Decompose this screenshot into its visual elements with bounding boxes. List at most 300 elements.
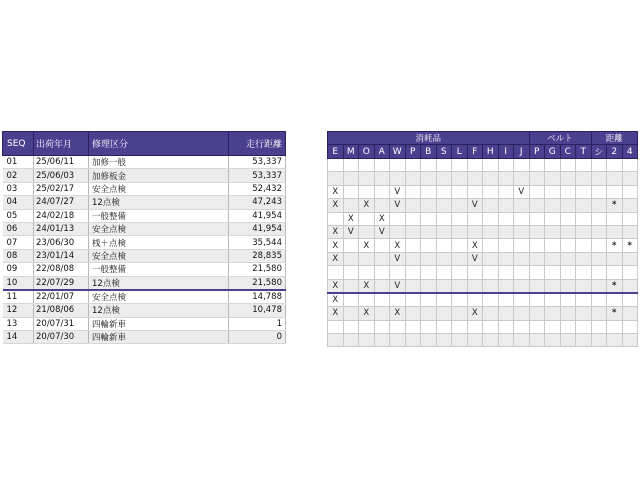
mark-cell bbox=[390, 320, 406, 333]
mark-cell bbox=[576, 199, 592, 212]
mark-cell bbox=[343, 159, 359, 172]
cell-km: 21,580 bbox=[229, 263, 286, 276]
mark-cell bbox=[483, 279, 499, 293]
mark-cell bbox=[452, 172, 468, 185]
mark-cell bbox=[622, 293, 638, 307]
mark-cell bbox=[421, 307, 437, 320]
subheader-cell: M bbox=[343, 145, 359, 159]
mark-cell bbox=[343, 320, 359, 333]
mark-cell bbox=[343, 252, 359, 265]
mark-cell bbox=[328, 212, 344, 225]
mark-cell bbox=[436, 159, 452, 172]
cell-date: 24/01/13 bbox=[34, 222, 89, 235]
mark-cell bbox=[498, 279, 514, 293]
mark-cell bbox=[576, 159, 592, 172]
mark-cell bbox=[359, 185, 375, 198]
mark-cell bbox=[483, 293, 499, 307]
mark-cell bbox=[359, 252, 375, 265]
mark-cell bbox=[514, 279, 530, 293]
mark-cell bbox=[483, 334, 499, 347]
table-row bbox=[328, 239, 638, 252]
cell-type: 四輪新車 bbox=[89, 317, 229, 330]
mark-cell bbox=[498, 293, 514, 307]
mark-cell bbox=[374, 199, 390, 212]
mark-cell: V bbox=[374, 225, 390, 238]
mark-cell bbox=[374, 185, 390, 198]
mark-cell bbox=[622, 225, 638, 238]
mark-cell bbox=[529, 239, 545, 252]
mark-cell bbox=[529, 279, 545, 293]
mark-cell: X bbox=[328, 239, 344, 252]
mark-cell bbox=[560, 252, 576, 265]
mark-cell bbox=[529, 172, 545, 185]
mark-cell bbox=[436, 320, 452, 333]
mark-cell bbox=[421, 199, 437, 212]
subheader-cell: シ bbox=[591, 145, 607, 159]
mark-cell bbox=[576, 225, 592, 238]
mark-cell: X bbox=[328, 199, 344, 212]
mark-cell bbox=[452, 252, 468, 265]
mark-cell bbox=[436, 266, 452, 279]
mark-cell bbox=[374, 239, 390, 252]
cell-type: 安全点検 bbox=[89, 249, 229, 262]
cell-date: 25/06/03 bbox=[34, 169, 89, 182]
cell-type: 加修板金 bbox=[89, 169, 229, 182]
table-row[interactable] bbox=[3, 276, 286, 290]
mark-cell bbox=[498, 334, 514, 347]
subheader-cell: G bbox=[545, 145, 561, 159]
mark-cell bbox=[467, 225, 483, 238]
mark-cell bbox=[374, 334, 390, 347]
mark-cell bbox=[514, 320, 530, 333]
mark-cell: X bbox=[359, 199, 375, 212]
mark-cell bbox=[498, 307, 514, 320]
mark-cell bbox=[591, 212, 607, 225]
mark-cell bbox=[607, 334, 623, 347]
mark-cell bbox=[452, 266, 468, 279]
mark-cell bbox=[560, 159, 576, 172]
mark-cell bbox=[436, 252, 452, 265]
cell-date: 21/08/06 bbox=[34, 304, 89, 317]
table-row[interactable] bbox=[3, 236, 286, 249]
table-row bbox=[328, 279, 638, 293]
cell-date: 20/07/31 bbox=[34, 317, 89, 330]
mark-cell bbox=[591, 159, 607, 172]
mark-cell bbox=[576, 307, 592, 320]
table-row bbox=[328, 212, 638, 225]
mark-cell bbox=[343, 239, 359, 252]
table-row[interactable] bbox=[3, 182, 286, 195]
mark-cell bbox=[452, 199, 468, 212]
parts-subheader-row bbox=[328, 145, 638, 159]
mark-cell bbox=[436, 212, 452, 225]
mark-cell bbox=[467, 159, 483, 172]
cell-seq: 12 bbox=[3, 304, 34, 317]
mark-cell bbox=[483, 185, 499, 198]
mark-cell bbox=[405, 239, 421, 252]
cell-date: 22/08/08 bbox=[34, 263, 89, 276]
mark-cell bbox=[622, 279, 638, 293]
mark-cell bbox=[483, 159, 499, 172]
mark-cell bbox=[514, 266, 530, 279]
table-row[interactable] bbox=[3, 196, 286, 209]
mark-cell bbox=[421, 293, 437, 307]
mark-cell bbox=[529, 320, 545, 333]
mark-cell bbox=[514, 225, 530, 238]
cell-km: 41,954 bbox=[229, 209, 286, 222]
mark-cell bbox=[328, 172, 344, 185]
mark-cell bbox=[343, 172, 359, 185]
cell-km: 53,337 bbox=[229, 156, 286, 169]
mark-cell bbox=[545, 159, 561, 172]
mark-cell bbox=[390, 293, 406, 307]
mark-cell bbox=[374, 293, 390, 307]
header-mileage: 走行距離 bbox=[229, 132, 286, 156]
mark-cell bbox=[560, 212, 576, 225]
mark-cell bbox=[607, 185, 623, 198]
mark-cell bbox=[498, 185, 514, 198]
mark-cell bbox=[607, 266, 623, 279]
mark-cell bbox=[607, 172, 623, 185]
cell-km: 47,243 bbox=[229, 196, 286, 209]
mark-cell: V bbox=[514, 185, 530, 198]
cell-type: 一般整備 bbox=[89, 263, 229, 276]
table-row[interactable] bbox=[3, 222, 286, 235]
mark-cell bbox=[622, 320, 638, 333]
mark-cell bbox=[452, 307, 468, 320]
mark-cell bbox=[374, 172, 390, 185]
mark-cell bbox=[421, 279, 437, 293]
mark-cell bbox=[514, 252, 530, 265]
mark-cell bbox=[405, 266, 421, 279]
mark-cell bbox=[405, 293, 421, 307]
mark-cell bbox=[545, 185, 561, 198]
mark-cell bbox=[591, 334, 607, 347]
mark-cell bbox=[467, 320, 483, 333]
mark-cell bbox=[607, 320, 623, 333]
mark-cell: * bbox=[607, 279, 623, 293]
mark-cell bbox=[560, 334, 576, 347]
mark-cell bbox=[576, 334, 592, 347]
mark-cell: V bbox=[390, 185, 406, 198]
table-row[interactable] bbox=[3, 317, 286, 330]
mark-cell bbox=[359, 293, 375, 307]
mark-cell bbox=[498, 159, 514, 172]
subheader-cell: H bbox=[483, 145, 499, 159]
mark-cell bbox=[529, 225, 545, 238]
mark-cell bbox=[421, 225, 437, 238]
mark-cell bbox=[436, 307, 452, 320]
mark-cell bbox=[591, 185, 607, 198]
mark-cell bbox=[343, 307, 359, 320]
mark-cell bbox=[483, 225, 499, 238]
table-row bbox=[328, 252, 638, 265]
mark-cell bbox=[405, 199, 421, 212]
table-row bbox=[328, 266, 638, 279]
mark-cell bbox=[452, 293, 468, 307]
mark-cell bbox=[421, 212, 437, 225]
mark-cell bbox=[343, 199, 359, 212]
cell-date: 25/02/17 bbox=[34, 182, 89, 195]
header-seq: SEQ bbox=[3, 132, 34, 156]
mark-cell bbox=[374, 252, 390, 265]
cell-seq: 01 bbox=[3, 156, 34, 169]
table-row[interactable] bbox=[3, 209, 286, 222]
mark-cell bbox=[560, 225, 576, 238]
cell-type: 安全点検 bbox=[89, 182, 229, 195]
table-row bbox=[328, 225, 638, 238]
mark-cell bbox=[607, 293, 623, 307]
cell-seq: 06 bbox=[3, 222, 34, 235]
mark-cell bbox=[622, 199, 638, 212]
mark-cell bbox=[359, 225, 375, 238]
mark-cell bbox=[545, 334, 561, 347]
mark-cell bbox=[607, 225, 623, 238]
mark-cell bbox=[607, 252, 623, 265]
mark-cell bbox=[343, 293, 359, 307]
table-row bbox=[328, 185, 638, 198]
mark-cell bbox=[576, 212, 592, 225]
cell-seq: 10 bbox=[3, 276, 34, 290]
cell-type: 四輪新車 bbox=[89, 331, 229, 344]
mark-cell bbox=[560, 199, 576, 212]
mark-cell: X bbox=[374, 212, 390, 225]
mark-cell: V bbox=[467, 252, 483, 265]
header-repair-type: 修理区分 bbox=[89, 132, 229, 156]
mark-cell bbox=[405, 212, 421, 225]
mark-cell bbox=[343, 334, 359, 347]
subheader-cell: I bbox=[498, 145, 514, 159]
mark-cell bbox=[483, 307, 499, 320]
mark-cell bbox=[436, 199, 452, 212]
table-row[interactable] bbox=[3, 156, 286, 169]
mark-cell: V bbox=[343, 225, 359, 238]
mark-cell bbox=[483, 239, 499, 252]
cell-km: 1 bbox=[229, 317, 286, 330]
mark-cell bbox=[483, 252, 499, 265]
mark-cell: X bbox=[359, 279, 375, 293]
table-row[interactable] bbox=[3, 331, 286, 344]
mark-cell bbox=[622, 334, 638, 347]
mark-cell bbox=[374, 279, 390, 293]
table-row bbox=[328, 293, 638, 307]
mark-cell bbox=[343, 185, 359, 198]
mark-cell: X bbox=[328, 307, 344, 320]
mark-cell bbox=[374, 266, 390, 279]
mark-cell bbox=[436, 239, 452, 252]
mark-cell bbox=[560, 239, 576, 252]
mark-cell bbox=[359, 212, 375, 225]
mark-cell bbox=[436, 334, 452, 347]
subheader-cell: A bbox=[374, 145, 390, 159]
mark-cell: X bbox=[328, 252, 344, 265]
mark-cell bbox=[452, 159, 468, 172]
header-date: 出荷年月 bbox=[34, 132, 89, 156]
mark-cell: X bbox=[343, 212, 359, 225]
subheader-cell: 2 bbox=[607, 145, 623, 159]
mark-cell bbox=[452, 212, 468, 225]
cell-type: 安全点検 bbox=[89, 290, 229, 304]
mark-cell bbox=[529, 252, 545, 265]
mark-cell bbox=[405, 225, 421, 238]
group-header: 距離 bbox=[591, 132, 638, 145]
mark-cell bbox=[405, 159, 421, 172]
mark-cell bbox=[529, 307, 545, 320]
mark-cell: X bbox=[467, 239, 483, 252]
cell-type: 安全点検 bbox=[89, 222, 229, 235]
parts-group-row bbox=[328, 132, 638, 145]
mark-cell bbox=[421, 334, 437, 347]
subheader-cell: J bbox=[514, 145, 530, 159]
mark-cell bbox=[498, 172, 514, 185]
mark-cell: X bbox=[328, 225, 344, 238]
mark-cell bbox=[576, 293, 592, 307]
mark-cell bbox=[622, 212, 638, 225]
mark-cell bbox=[560, 307, 576, 320]
mark-cell: * bbox=[607, 199, 623, 212]
subheader-cell: T bbox=[576, 145, 592, 159]
subheader-cell: W bbox=[390, 145, 406, 159]
mark-cell bbox=[436, 185, 452, 198]
mark-cell bbox=[467, 212, 483, 225]
parts-table bbox=[327, 131, 638, 347]
mark-cell bbox=[452, 225, 468, 238]
mark-cell bbox=[560, 279, 576, 293]
mark-cell bbox=[483, 320, 499, 333]
mark-cell: X bbox=[359, 307, 375, 320]
cell-seq: 13 bbox=[3, 317, 34, 330]
table-row[interactable] bbox=[3, 169, 286, 182]
mark-cell bbox=[483, 172, 499, 185]
mark-cell bbox=[390, 159, 406, 172]
mark-cell bbox=[390, 212, 406, 225]
mark-cell bbox=[591, 172, 607, 185]
mark-cell bbox=[622, 252, 638, 265]
subheader-cell: C bbox=[560, 145, 576, 159]
cell-seq: 03 bbox=[3, 182, 34, 195]
mark-cell: X bbox=[328, 293, 344, 307]
mark-cell bbox=[545, 266, 561, 279]
mark-cell: X bbox=[328, 279, 344, 293]
mark-cell bbox=[498, 252, 514, 265]
table-row[interactable] bbox=[3, 304, 286, 317]
mark-cell bbox=[591, 239, 607, 252]
mark-cell bbox=[622, 266, 638, 279]
mark-cell bbox=[529, 266, 545, 279]
mark-cell bbox=[591, 320, 607, 333]
cell-seq: 05 bbox=[3, 209, 34, 222]
cell-km: 0 bbox=[229, 331, 286, 344]
mark-cell bbox=[591, 307, 607, 320]
mark-cell: X bbox=[390, 307, 406, 320]
mark-cell bbox=[421, 252, 437, 265]
mark-cell bbox=[576, 252, 592, 265]
mark-cell bbox=[560, 293, 576, 307]
mark-cell bbox=[622, 172, 638, 185]
mark-cell bbox=[545, 225, 561, 238]
table-row bbox=[328, 307, 638, 320]
mark-cell bbox=[545, 199, 561, 212]
cell-seq: 04 bbox=[3, 196, 34, 209]
mark-cell bbox=[607, 159, 623, 172]
subheader-cell: S bbox=[436, 145, 452, 159]
mark-cell bbox=[328, 334, 344, 347]
table-row bbox=[328, 199, 638, 212]
mark-cell bbox=[545, 307, 561, 320]
mark-cell bbox=[498, 225, 514, 238]
mark-cell: X bbox=[328, 185, 344, 198]
mark-cell bbox=[452, 320, 468, 333]
cell-date: 23/01/14 bbox=[34, 249, 89, 262]
subheader-cell: O bbox=[359, 145, 375, 159]
history-table bbox=[2, 131, 286, 344]
mark-cell bbox=[359, 334, 375, 347]
subheader-cell: F bbox=[467, 145, 483, 159]
mark-cell bbox=[514, 334, 530, 347]
mark-cell: V bbox=[390, 199, 406, 212]
mark-cell bbox=[529, 185, 545, 198]
cell-km: 53,337 bbox=[229, 169, 286, 182]
cell-km: 10,478 bbox=[229, 304, 286, 317]
mark-cell bbox=[514, 307, 530, 320]
history-header-row bbox=[3, 132, 286, 156]
mark-cell bbox=[576, 239, 592, 252]
cell-km: 14,788 bbox=[229, 290, 286, 304]
mark-cell bbox=[467, 172, 483, 185]
mark-cell bbox=[436, 172, 452, 185]
table-row[interactable] bbox=[3, 249, 286, 262]
mark-cell bbox=[452, 239, 468, 252]
table-row[interactable] bbox=[3, 290, 286, 304]
mark-cell: X bbox=[467, 307, 483, 320]
mark-cell bbox=[545, 212, 561, 225]
mark-cell bbox=[622, 185, 638, 198]
mark-cell bbox=[498, 212, 514, 225]
mark-cell bbox=[421, 185, 437, 198]
mark-cell bbox=[483, 212, 499, 225]
cell-type: 加修一般 bbox=[89, 156, 229, 169]
mark-cell bbox=[421, 320, 437, 333]
mark-cell bbox=[560, 185, 576, 198]
cell-type: 12点検 bbox=[89, 304, 229, 317]
mark-cell bbox=[591, 252, 607, 265]
mark-cell bbox=[421, 266, 437, 279]
mark-cell bbox=[545, 239, 561, 252]
table-row[interactable] bbox=[3, 263, 286, 276]
mark-cell bbox=[328, 159, 344, 172]
mark-cell bbox=[514, 199, 530, 212]
mark-cell bbox=[545, 252, 561, 265]
mark-cell bbox=[436, 293, 452, 307]
mark-cell bbox=[467, 185, 483, 198]
cell-type: 桟＋点検 bbox=[89, 236, 229, 249]
mark-cell bbox=[591, 199, 607, 212]
mark-cell bbox=[545, 279, 561, 293]
cell-seq: 02 bbox=[3, 169, 34, 182]
cell-date: 20/07/30 bbox=[34, 331, 89, 344]
mark-cell bbox=[529, 212, 545, 225]
mark-cell bbox=[343, 266, 359, 279]
table-row bbox=[328, 334, 638, 347]
mark-cell bbox=[483, 199, 499, 212]
mark-cell bbox=[545, 293, 561, 307]
mark-cell bbox=[498, 199, 514, 212]
mark-cell bbox=[560, 172, 576, 185]
mark-cell bbox=[374, 159, 390, 172]
cell-date: 22/07/29 bbox=[34, 276, 89, 290]
mark-cell bbox=[576, 320, 592, 333]
cell-date: 23/06/30 bbox=[34, 236, 89, 249]
